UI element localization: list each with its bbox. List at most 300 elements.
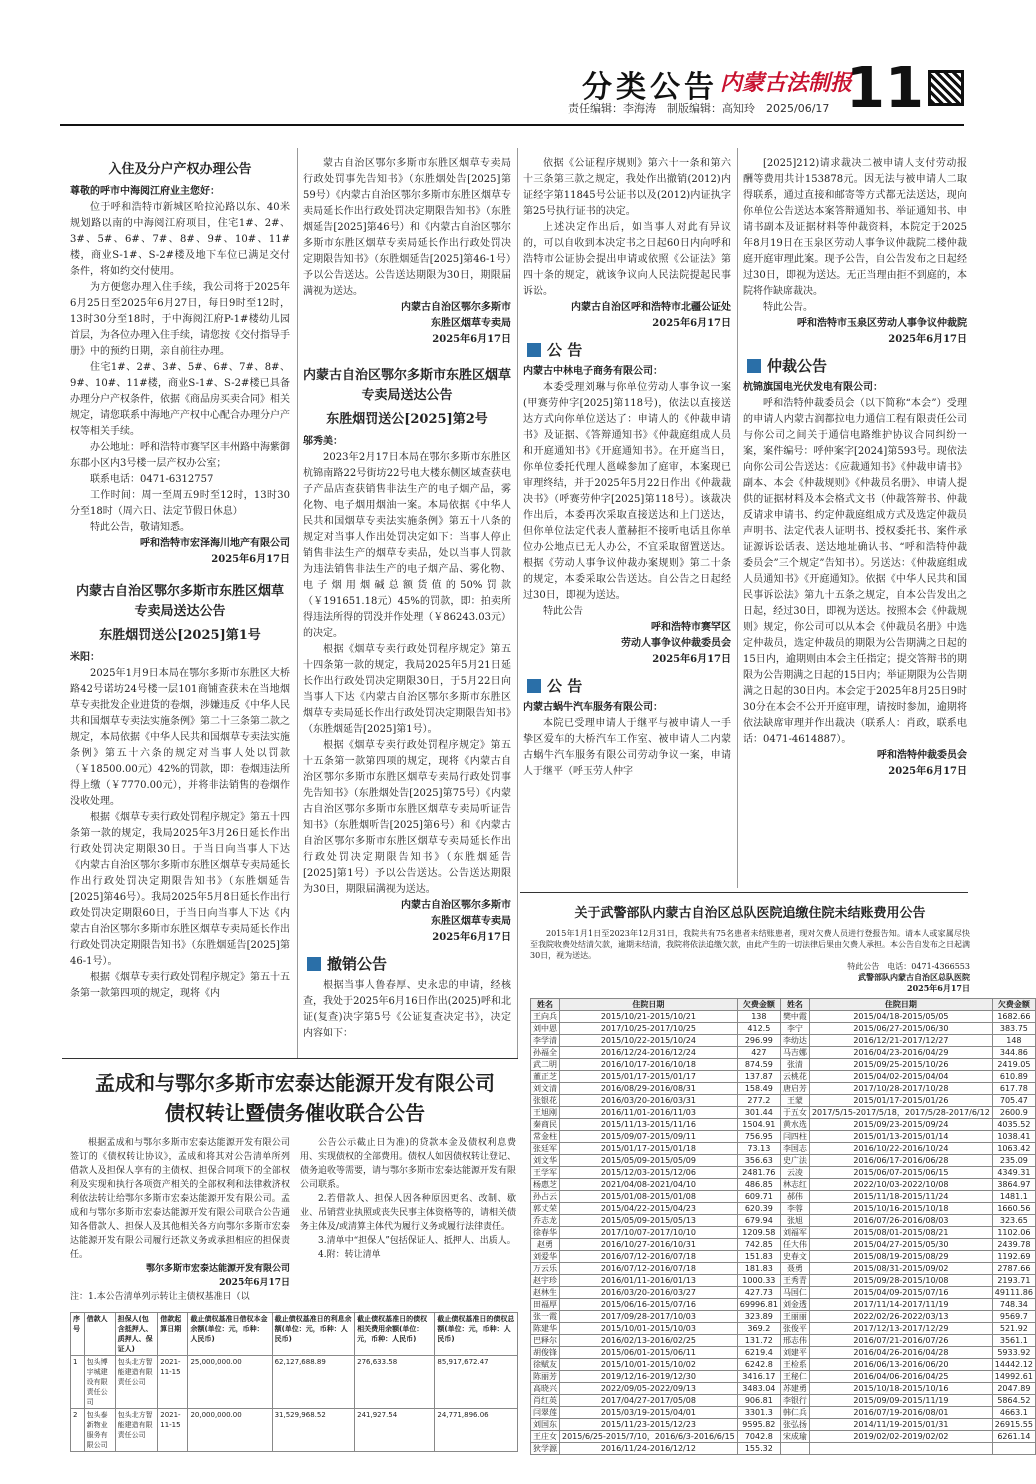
- table-cell: 闫翠莲: [531, 1407, 560, 1419]
- table-cell: 155.32: [737, 1443, 780, 1455]
- table-row: [531, 1239, 1036, 1251]
- table-row: [531, 1023, 1036, 1035]
- paragraph: 根据孟成和与鄂尔多斯市宏泰达能源开发有限公司签订的《债权转让协议》，孟成和将其对公告清单所列借款人及担保人享有的主债权、担保合同项下的全部权利及实现和执行各项资产相关的全部权利和法律救济权利依法转让给鄂尔多斯市宏泰达能源开发有限公司。孟成和与鄂尔多斯市宏泰达能源开发有限公司联合公告通知各借款人、担保人及其他相关各方向鄂尔多斯市宏泰达能源开发有限公司履行还款义务或承担相应的担保责任。: [70, 1138, 290, 1260]
- table-cell: 刘建平: [780, 1347, 809, 1359]
- issue-date: 2025/06/17: [766, 102, 830, 115]
- table-cell: 2015/04/02-2015/04/04: [809, 1071, 992, 1083]
- table-row: [531, 1419, 1036, 1431]
- table-cell: 609.71: [737, 1191, 780, 1203]
- signature-date: 2025年6月17日: [432, 932, 511, 943]
- paragraph: 根据当事人鲁春厚、史永忠的申请，经核查，我处于2025年6月16日作出(2025)呼和北证(复查)决字第5号《公证复查决定书》，决定内容如下：: [303, 980, 511, 1039]
- signature: 呼和浩特市玉泉区劳动人事争议仲裁院: [797, 318, 967, 329]
- newspaper-logo: 内蒙古法制报: [720, 70, 853, 96]
- paragraph: 上述决定作出后，如当事人对此有异议的，可以自收到本决定书之日起60日内向呼和浩特市公证协会提出申请或依照《公证法》第四十条的规定，就该争议向人民法院提起民事诉讼。: [523, 222, 731, 297]
- page-header: [0, 0, 1024, 128]
- table-cell: 2021-11-15: [158, 1356, 188, 1409]
- table-row: [531, 1407, 1036, 1419]
- table-cell: 王学军: [531, 1167, 560, 1179]
- table-cell: 131.72: [737, 1335, 780, 1347]
- table-cell: 李幼达: [780, 1035, 809, 1047]
- table-cell: 徐赋友: [531, 1359, 560, 1371]
- table-cell: 7042.8: [737, 1431, 780, 1443]
- table-row: [531, 1251, 1036, 1263]
- table-cell: 2015/05/09-2015/05/09: [560, 1155, 738, 1167]
- table-cell: 906.81: [737, 1395, 780, 1407]
- square-icon: [527, 343, 541, 357]
- signature: 劳动人事争议仲裁委员会: [621, 638, 731, 649]
- paragraph: 特此公告。: [763, 302, 813, 313]
- table-row: [531, 1203, 1036, 1215]
- table-cell: 1192.69: [992, 1251, 1035, 1263]
- table-cell: 常金柱: [531, 1131, 560, 1143]
- column-header: 住院日期: [560, 999, 738, 1011]
- table-cell: 4349.31: [992, 1167, 1035, 1179]
- paragraph: 呼和浩特仲裁委员会（以下简称“本会”）受理的申请人内蒙古润都拉电力通信工程有限责任公司与你公司之间关于通信电路维护协议合同纠纷一案，案件编号：呼仲案字[2024]第593号。现依法向你公司公告送达：《应裁通知书》《仲裁申请书》副本、本会《仲裁规则》《仲裁员名册》、申请人提供的证据材料及本会格式文书（仲裁答辩书、仲裁反请求申请书、约定仲裁庭组成方式及选定仲裁员声明书、法定代表人证明书、授权委托书、案件承证源诉讼话表、送达地址确认书、“呼和浩特仲裁委员会”三个规定”告知书）。另送达：《仲裁庭组成人员通知书》《开庭通知》。依据《中华人民共和国民事诉讼法》第九十五条之规定，自本公告发出之日起，经过30日，即视为送达。按照本会《仲裁规则》规定，你公司可以从本会《仲裁员名册》中选定仲裁员，选定仲裁员的期限为公告期满之日起的15日内，逾期则由本会主任指定；提交答辩书的期限为公告期满之日起的15日内；举证期限为公告期满之日起的30日内。本会定于2025年8月25日9时30分在本会不公开开庭审理，请按时参加，逾期将依法缺席审理并作出裁决（联系人：肖政，联系电话：0471-4614887）。: [743, 398, 967, 745]
- table-cell: 樊中霞: [780, 1011, 809, 1023]
- table-row: [531, 1119, 1036, 1131]
- table-cell: 张廷军: [531, 1143, 560, 1155]
- paragraph: 住宅1#、2#、3#、5#、6#、7#、8#、9#、10#、11#楼，商业S-1#、S-2#楼已具备办理分户产权条件，依据《商品房买卖合同》相关规定，请您联系中海地产产权中心配合办理分户产权等相关手续。: [70, 362, 290, 437]
- column-header: 截止债权基准日的债权相关费用余额(单位：元，币种：人民币): [355, 1313, 435, 1356]
- table-cell: 742.85: [737, 1239, 780, 1251]
- signature: 呼和浩特仲裁委员会: [877, 750, 967, 761]
- table-cell: 241,927.54: [355, 1409, 435, 1452]
- table-cell: 2017/09/28-2017/10/03: [560, 1311, 738, 1323]
- signature-date: 2025年6月17日: [652, 654, 731, 665]
- table-cell: 2015/01/17-2015/01/26: [809, 1095, 992, 1107]
- table-cell: 孙福全: [531, 1047, 560, 1059]
- notice-recipient: 邬秀美：: [303, 436, 343, 447]
- table-cell: 2015/10/21-2015/10/21: [560, 1011, 738, 1023]
- table-cell: 6261.14: [992, 1431, 1035, 1443]
- table-cell: 杨惠芝: [531, 1179, 560, 1191]
- square-icon: [527, 679, 541, 693]
- table-cell: 马国仁: [780, 1287, 809, 1299]
- table-cell: 2015/11/23-2015/12/23: [560, 1419, 738, 1431]
- table-cell: 2787.66: [992, 1263, 1035, 1275]
- table-cell: 2016/06/17-2016/06/28: [809, 1155, 992, 1167]
- table-cell: 14442.12: [992, 1359, 1035, 1371]
- table-row: [531, 1371, 1036, 1383]
- table-cell: 张旭: [780, 1215, 809, 1227]
- table-cell: 2047.89: [992, 1383, 1035, 1395]
- table-row: [531, 1047, 1036, 1059]
- table-row: [531, 1059, 1036, 1071]
- table-cell: 秦商民: [531, 1119, 560, 1131]
- signature: 武警部队内蒙古自治区总队医院: [858, 972, 970, 982]
- table-row: [531, 1383, 1036, 1395]
- table-row: [531, 1431, 1036, 1443]
- table-cell: 刘文清: [531, 1083, 560, 1095]
- page-number: 11: [846, 56, 924, 121]
- debt-notice-title: 孟成和与鄂尔多斯市宏泰达能源开发有限公司 债权转让暨债务催收联合公告: [95, 1071, 495, 1125]
- table-row: [531, 1083, 1036, 1095]
- table-cell: 2015/05/09-2015/05/13: [560, 1215, 738, 1227]
- table-cell: 427.73: [737, 1287, 780, 1299]
- table-cell: 610.89: [992, 1071, 1035, 1083]
- table-cell: 2015/04/27-2015/05/30: [809, 1239, 992, 1251]
- table-cell: 412.5: [737, 1023, 780, 1035]
- column-1: [70, 156, 290, 1056]
- table-row: [531, 1335, 1036, 1347]
- paragraph: 2.若借款人、担保人因各种原因更名、改制、歇业、吊销营业执照或丧失民事主体资格等的，请相关债务主体及/或清算主体代为履行义务或履行法律责任。: [300, 1194, 517, 1232]
- table-cell: 史广法: [780, 1155, 809, 1167]
- table-cell: 包头北方智能建造有限责任公司: [115, 1409, 158, 1452]
- table-cell: 包头泰新物业服务有限公司: [84, 1409, 115, 1452]
- paragraph: 本委受理刘琳与你单位劳动人事争议一案(甲赛劳仲字[2025]第118号)，依法以直接送达方式向你单位送达了：申请人的《仲裁申请书》及证据、《答辩通知书》《仲裁庭组成人员和开庭通知书》《开庭通知书》。在开庭当日，你单位委托代理人邕嵘参加了庭审，本案现已审理终结，并于2025年5月22日作出《仲裁裁决书》（呼赛劳仲字[2025]第118号）。该裁决作出后，本委再次采取直接送达和上门送达，但你单位法定代表人董赫拒不接听电话且你单位办公地点已无人办公，不宜采取留置送达。根据《劳动人事争议仲裁办案规则》第二十条的规定，本委采取公告送达。自公告之日起经过30日，即视为送达。: [523, 382, 731, 601]
- table-row: [531, 1095, 1036, 1107]
- table-cell: 2015/04/18-2015/05/05: [809, 1011, 992, 1023]
- signature: 内蒙古自治区鄂尔多斯市: [401, 900, 511, 911]
- table-cell: 2022/10/03-2022/10/08: [809, 1179, 992, 1191]
- table-row: [531, 1299, 1036, 1311]
- column-2: [303, 156, 511, 1056]
- table-cell: 2015/01/17-2015/01/18: [560, 1143, 738, 1155]
- table-cell: 137.87: [737, 1071, 780, 1083]
- table-cell: 148: [992, 1035, 1035, 1047]
- table-row: [531, 1215, 1036, 1227]
- section-title: 分类公告: [582, 70, 718, 105]
- table-cell: 徐春华: [531, 1227, 560, 1239]
- table-cell: 唐启芳: [780, 1083, 809, 1095]
- table-cell: 14992.61: [992, 1371, 1035, 1383]
- table-cell: 赵林生: [531, 1287, 560, 1299]
- table-cell: 2016/12/24-2016/12/24: [560, 1047, 738, 1059]
- table-cell: 2015/04/22-2015/04/23: [560, 1203, 738, 1215]
- qr-code-icon[interactable]: [928, 70, 964, 106]
- table-cell: 235.09: [992, 1155, 1035, 1167]
- table-cell: 万云乐: [531, 1263, 560, 1275]
- table-cell: 李国志: [780, 1143, 809, 1155]
- table-cell: 韩仁兵: [780, 1407, 809, 1419]
- table-cell: 1660.56: [992, 1203, 1035, 1215]
- table-cell: 3301.3: [737, 1407, 780, 1419]
- table-cell: 苏建勇: [780, 1383, 809, 1395]
- table-cell: 2022/02/26-2022/03/13: [809, 1311, 992, 1323]
- table-cell: 2016/03/20-2016/03/27: [560, 1287, 738, 1299]
- table-row: [531, 1227, 1036, 1239]
- signature: 内蒙古自治区呼和浩特市北疆公证处: [571, 302, 731, 313]
- table-row: [531, 1275, 1036, 1287]
- table-cell: 1504.91: [737, 1119, 780, 1131]
- table-cell: 赵宇珍: [531, 1275, 560, 1287]
- table-cell: 2021-11-15: [158, 1409, 188, 1452]
- table-cell: 张弘扬: [780, 1419, 809, 1431]
- table-cell: 刘金透: [780, 1299, 809, 1311]
- table-cell: 郭丈荣: [531, 1203, 560, 1215]
- paragraph: 本院已受理申请人于继平与被申请人一手挚区爱车的大桥汽车工作室、被申请人二内蒙古蜗牛汽车服务有限公司劳动争议一案，申请人于继平（呼玉劳人仲字: [523, 718, 731, 777]
- table-cell: 2015/11/18-2015/11/24: [809, 1191, 992, 1203]
- table-cell: 158.49: [737, 1083, 780, 1095]
- signature: 鄂尔多斯市宏泰达能源开发有限公司: [145, 1264, 290, 1274]
- table-cell: 2015/10/01-2015/10/03: [560, 1323, 738, 1335]
- table-row: [531, 1395, 1036, 1407]
- table-cell: 2016/07/21-2016/07/26: [809, 1335, 992, 1347]
- table-cell: 2016/03/20-2016/03/31: [560, 1095, 738, 1107]
- column-header: 截止债权基准日的债权总额(单位：元，币种：人民币): [435, 1313, 518, 1356]
- table-cell: 2016/11/24-2016/12/12: [560, 1443, 738, 1455]
- notice-closing: 特此公告 电话：0471-4366553: [847, 962, 970, 971]
- table-cell: 李蓉: [780, 1203, 809, 1215]
- table-row: [531, 1167, 1036, 1179]
- table-cell: 383.75: [992, 1023, 1035, 1035]
- table-cell: 陈建华: [531, 1323, 560, 1335]
- table-body: [531, 1011, 1036, 1455]
- table-cell: 2016/10/27-2016/10/31: [560, 1239, 738, 1251]
- table-cell: 王庄女: [531, 1431, 560, 1443]
- table-cell: 王检系: [780, 1359, 809, 1371]
- table-cell: 肖红英: [531, 1395, 560, 1407]
- signature: 东胜区烟草专卖局: [431, 318, 511, 329]
- section-rule: [520, 892, 968, 893]
- table-cell: 刘中恩: [531, 1023, 560, 1035]
- table-cell: 3416.17: [737, 1371, 780, 1383]
- table-cell: 427: [737, 1047, 780, 1059]
- table-cell: [992, 1443, 1035, 1455]
- table-cell: 任大伟: [780, 1239, 809, 1251]
- table-cell: 2193.71: [992, 1275, 1035, 1287]
- table-cell: 2481.76: [737, 1167, 780, 1179]
- paragraph: [2025]212)请求裁决二被申请人支付劳动报酬等费用共计153878元。因无法与被申请人二取得联系，通过直接和邮寄等方式都无法送达，现向你单位公告送达本案答辩通知书、举证通知书、申请书副本及证据材料等仲裁资料，本院定于2025年8月19日在玉泉区劳动人事争议仲裁院二楼仲裁庭开庭审理此案。现予公告，自公告发布之日起经过30日，即视为送达。无正当理由拒不到庭的，本院将作缺席裁决。: [743, 158, 967, 297]
- table-cell: 张银花: [531, 1095, 560, 1107]
- table-cell: 武二明: [531, 1059, 560, 1071]
- paragraph: 为方便您办理入住手续，我公司将于2025年6月25日至2025年6月27日，每日9时至12时，13时30分至18时，于中海阅江府P-1#楼幼儿园首层，为各位办理入住手续，请您按《交付指导手册》中的预约日期，亲自前往办理。: [70, 282, 290, 357]
- notice-recipient: 杭锦旗国电光伏发电有限公司：: [743, 382, 883, 393]
- table-cell: 2019/02/02-2019/02/02: [809, 1431, 992, 1443]
- table-cell: 2022/09/05-2022/09/13: [560, 1383, 738, 1395]
- signature-date: 2025年6月17日: [432, 334, 511, 345]
- section-badge: 撤销公告: [307, 956, 511, 972]
- table-row: [531, 1191, 1036, 1203]
- table-cell: 2419.05: [992, 1059, 1035, 1071]
- table-row: [531, 1443, 1036, 1455]
- table-cell: 2: [71, 1409, 85, 1452]
- column-header: 截止债权基准日借权本金余额(单位：元，币种：人民币): [188, 1313, 272, 1356]
- table-row: [531, 1263, 1036, 1275]
- table-cell: 1209.58: [737, 1227, 780, 1239]
- table-cell: 296.99: [737, 1035, 780, 1047]
- signature-date: 2025年6月17日: [888, 766, 967, 777]
- column-3: [523, 156, 731, 886]
- column-header: 姓名: [531, 999, 560, 1011]
- signature: 内蒙古自治区鄂尔多斯市: [401, 302, 511, 313]
- table-cell: 2015/03/19-2015/04/01: [560, 1407, 738, 1419]
- signature-date: 2025年6月17日: [652, 318, 731, 329]
- table-cell: 田福厚: [531, 1299, 560, 1311]
- table-cell: 王旭刚: [531, 1107, 560, 1119]
- table-cell: 邢志伟: [780, 1335, 809, 1347]
- table-cell: 刘爱华: [531, 1251, 560, 1263]
- table-cell: 2017/10/28-2017/10/28: [809, 1083, 992, 1095]
- notice-recipient: 尊敬的呼市中海阅江府业主您好：: [70, 186, 220, 197]
- table-cell: 2015/10/16-2015/10/18: [809, 1203, 992, 1215]
- table-cell: 2016/12/21-2017/12/27: [809, 1035, 992, 1047]
- table-cell: 2016/04/06-2016/04/25: [809, 1371, 992, 1383]
- column-header: 借款人: [84, 1313, 115, 1356]
- table-cell: 赵勇: [531, 1239, 560, 1251]
- table-cell: 2021/04/08-2021/04/10: [560, 1179, 738, 1191]
- table-row: [531, 1035, 1036, 1047]
- table-cell: 张清: [780, 1059, 809, 1071]
- table-cell: 2015/06/07-2015/06/15: [809, 1167, 992, 1179]
- table-cell: 1063.42: [992, 1143, 1035, 1155]
- paragraph: 位于呼和浩特市新城区哈拉沁路以东、40米规划路以南的中海阅江府项目，住宅1#、2#、3#、5#、6#、7#、8#、9#、10#、11#楼，商业S-1#、S-2#楼及地下车位已满足交付条件，将如约交付使用。: [70, 202, 290, 277]
- table-cell: 356.63: [737, 1155, 780, 1167]
- table-cell: 2015/11/13-2015/11/16: [560, 1119, 738, 1131]
- table-row: [71, 1409, 518, 1452]
- table-cell: 2016/07/12-2016/07/18: [560, 1263, 738, 1275]
- section-rule: [62, 1058, 518, 1059]
- table-cell: 郝伟: [780, 1191, 809, 1203]
- table-row: [531, 1287, 1036, 1299]
- table-cell: 2016/11/01-2016/11/03: [560, 1107, 738, 1119]
- paragraph: 工作时间：周一至周五9时至12时，13时30分至18时（周六日、法定节假日休息）: [70, 490, 290, 517]
- table-cell: 王秘仁: [780, 1371, 809, 1383]
- table-cell: 2015/10/01-2015/10/02: [560, 1359, 738, 1371]
- table-cell: 陈丽芳: [531, 1371, 560, 1383]
- paragraph: 公告公示截止日为准)的贷款本金及债权利息费用、实现债权的全部费用。债权人如因债权转让登记、债务追收等需要，请与鄂尔多斯市宏泰达能源开发有限公司联系。: [300, 1138, 517, 1190]
- editors: 责任编辑：李海涛 制版编辑：高知玲: [568, 102, 755, 115]
- signature: 呼和浩特市赛罕区: [651, 622, 731, 633]
- table-cell: 2015/04/09-2015/07/16: [809, 1287, 992, 1299]
- column-4: [743, 156, 967, 886]
- signature-date: 2025年6月17日: [907, 983, 970, 993]
- table-row: [531, 1179, 1036, 1191]
- debt-transfer-table: [70, 1312, 518, 1452]
- notice-subtitle: 东胜烟罚送公[2025]第1号: [99, 628, 261, 643]
- table-cell: 138: [737, 1011, 780, 1023]
- table-header-row: [531, 999, 1036, 1011]
- table-cell: 胡俊锋: [531, 1347, 560, 1359]
- paragraph: 2023年2月17日本局在鄂尔多斯市东胜区杭锦南路22号街坊22号电大楼东侧区域查获电子产品店查获销售非法生产的电子烟产品，雾化物、电子烟用烟油一案。本局依据《中华人民共和国烟草专卖法实施条例》第五十八条的规定对当事人作出处罚决定如下：当事人停止销售非法生产的烟草专卖品，处以当事人罚款为违法销售非法生产的电子烟产品、雾化物、电子烟用烟碱总额货值的50%罚款（￥191651.18元）45%的罚款，即：拍卖所得违法所得的罚没并作处理（￥86243.03元）的决定。: [303, 452, 511, 639]
- table-cell: 181.83: [737, 1263, 780, 1275]
- table-cell: 486.85: [737, 1179, 780, 1191]
- column-header: 序号: [71, 1313, 85, 1356]
- section-badge: 仲裁公告: [747, 358, 967, 374]
- notice-title: 关于武警部队内蒙古自治区总队医院追缴住院未结账费用公告: [574, 906, 926, 921]
- column-header: 担保人(包含抵押人、质押人、保证人): [115, 1313, 158, 1356]
- signature: 东胜区烟草专卖局: [431, 916, 511, 927]
- table-cell: 2015/01/13-2015/01/14: [809, 1131, 992, 1143]
- editor-line: [568, 100, 829, 116]
- table-cell: 2016/07/26-2016/08/03: [809, 1215, 992, 1227]
- column-header: 姓名: [780, 999, 809, 1011]
- notice-recipient: 内蒙古蜗牛汽车服务有限公司：: [523, 702, 663, 713]
- column-header: 借款起算日期: [158, 1313, 188, 1356]
- signature-date: 2025年6月17日: [219, 1278, 290, 1288]
- signature-date: 2025年6月17日: [211, 554, 290, 565]
- table-cell: 2439.78: [992, 1239, 1035, 1251]
- signature: 呼和浩特市宏泽海川地产有限公司: [140, 538, 290, 549]
- table-cell: 李宁: [780, 1023, 809, 1035]
- table-cell: 2016/01/11-2016/01/13: [560, 1275, 738, 1287]
- table-cell: 林志红: [780, 1179, 809, 1191]
- table-cell: 1038.41: [992, 1131, 1035, 1143]
- column-header: 欠费金额: [737, 999, 780, 1011]
- table-cell: 2017/04/27-2017/05/08: [560, 1395, 738, 1407]
- table-cell: 2016/02/13-2016/02/25: [560, 1335, 738, 1347]
- table-cell: 狄学源: [531, 1443, 560, 1455]
- section-badge: 公 告: [527, 678, 731, 694]
- notice-title: 入住及分户产权办理公告: [108, 162, 252, 177]
- column-header: 住院日期: [809, 999, 992, 1011]
- table-cell: 2015/08/01-2015/08/21: [809, 1227, 992, 1239]
- paragraph: 特此公告: [543, 606, 583, 617]
- table-cell: 3864.97: [992, 1179, 1035, 1191]
- table-cell: 巴释尔: [531, 1335, 560, 1347]
- table-row: [531, 1323, 1036, 1335]
- paragraph: 3.清单中“担保人”包括保证人、抵押人、出质人。: [318, 1236, 516, 1246]
- table-cell: 乔志龙: [531, 1215, 560, 1227]
- table-cell: 24,771,896.06: [435, 1409, 518, 1452]
- table-cell: 5933.92: [992, 1347, 1035, 1359]
- table-cell: 369.2: [737, 1323, 780, 1335]
- table-row: [71, 1356, 518, 1409]
- table-cell: 2015/09/07-2015/09/11: [560, 1131, 738, 1143]
- notice-subtitle: 东胜烟罚送公[2025]第2号: [326, 412, 488, 427]
- table-cell: 277.2: [737, 1095, 780, 1107]
- table-cell: 李银行: [780, 1395, 809, 1407]
- table-cell: 王向兵: [531, 1011, 560, 1023]
- notice-title: 内蒙古自治区鄂尔多斯市东胜区烟草专卖局送达公告: [75, 584, 284, 619]
- table-cell: 董正芝: [531, 1071, 560, 1083]
- table-cell: 2600.9: [992, 1107, 1035, 1119]
- table-cell: 2015/01/08-2015/01/08: [560, 1191, 738, 1203]
- arrears-table: [530, 998, 1036, 1455]
- table-row: [531, 1311, 1036, 1323]
- paragraph: 根据《烟草专卖行政处罚程序规定》第五十五条第一款第四项的规定，现将《内蒙古自治区鄂尔多斯市东胜区烟草专卖局行政处罚事先告知书》（东胜烟处告[2025]第75号）《内蒙古自治区鄂尔多斯市东胜区烟草专卖局听证告知书》（东胜烟听告[2025]第6号）和《内蒙古自治区鄂尔多斯市东胜区烟草专卖局延长作出行政处罚决定期限告知书》（东胜烟延告[2025]第1号）予以公告送达。公告送达期限为30日，期限届满视为送达。: [303, 740, 511, 895]
- table-cell: 王蒙: [780, 1095, 809, 1107]
- table-cell: 2019/12/16-2019/12/30: [560, 1371, 738, 1383]
- table-row: [531, 1143, 1036, 1155]
- paragraph: 办公地址：呼和浩特市赛罕区丰州路中海紫御东郡小区内3号楼一层产权办公室；: [70, 442, 290, 469]
- table-cell: 521.92: [992, 1323, 1035, 1335]
- hospital-notice: [530, 900, 1033, 1476]
- table-cell: 2015/09/09-2015/11/19: [809, 1395, 992, 1407]
- paragraph: 2025年1月9日本局在鄂尔多斯市东胜区大桥路42号诺坊24号楼一层101商铺查获未在当地烟草专卖批发企业进货的卷烟，涉嫌违反《中华人民共和国烟草专卖法实施条例》第二十三条第二款之规定，本局依据《中华人民共和国烟草专卖法实施条例》第五十六条的规定对当事人处以罚款（￥18500.00元）42%的罚款，即：卷烟违法所得上缴（￥7770.00元），并将非法销售的卷烟作没收处理。: [70, 668, 290, 807]
- table-cell: 1000.33: [737, 1275, 780, 1287]
- paragraph: 依据《公证程序规则》第六十一条和第六十三条第三款之规定，我处作出撤销(2012)内证经字第11845号公证书以及(2012)内证执字第25号执行证书的决定。: [523, 158, 731, 217]
- table-header-row: [71, 1313, 518, 1356]
- square-icon: [747, 359, 761, 373]
- table-cell: 张俊平: [780, 1323, 809, 1335]
- table-cell: 73.13: [737, 1143, 780, 1155]
- paragraph: 联系电话：0471-6312757: [90, 474, 214, 485]
- table-cell: 85,917,672.47: [435, 1356, 518, 1409]
- table-cell: [809, 1443, 992, 1455]
- table-cell: 679.94: [737, 1215, 780, 1227]
- table-cell: 2016/08/29-2016/08/31: [560, 1083, 738, 1095]
- table-cell: 4663.1: [992, 1407, 1035, 1419]
- table-cell: 748.34: [992, 1299, 1035, 1311]
- paragraph: 根据《烟草专卖行政处罚程序规定》第五十四条第一款的规定，我局2025年3月26日延长作出行政处罚决定期限30日。于当日向当事人下达《内蒙古自治区鄂尔多斯市东胜区烟草专卖局延长作出行政处罚决定期限告知书》（东胜烟延告[2025]第46号）。我局2025年5月8日延长作出行政处罚决定期限60日，于当日向当事人下达《内蒙古自治区鄂尔多斯市东胜区烟草专卖局延长作出行政处罚决定期限告知书》（东胜烟延告[2025]第46-1号）。: [70, 812, 290, 967]
- table-cell: 2015/08/19-2015/08/29: [809, 1251, 992, 1263]
- table-cell: 刘国东: [531, 1419, 560, 1431]
- table-cell: 聂勇: [780, 1263, 809, 1275]
- column-header: 欠费金额: [992, 999, 1035, 1011]
- table-cell: 2016/07/12-2016/07/18: [560, 1251, 738, 1263]
- table-cell: 620.39: [737, 1203, 780, 1215]
- footnote: 注：1.本公告清单列示转让主债权基准日（以: [70, 1292, 250, 1302]
- table-cell: 2017/11/14-2017/11/19: [809, 1299, 992, 1311]
- debt-right-column: [300, 1136, 516, 1306]
- table-cell: 2015/09/23-2015/09/24: [809, 1119, 992, 1131]
- table-cell: 617.78: [992, 1083, 1035, 1095]
- table-cell: 62,127,688.89: [272, 1356, 355, 1409]
- column-rule: [737, 148, 738, 888]
- table-cell: 20,000,000.00: [188, 1409, 272, 1452]
- table-cell: 874.59: [737, 1059, 780, 1071]
